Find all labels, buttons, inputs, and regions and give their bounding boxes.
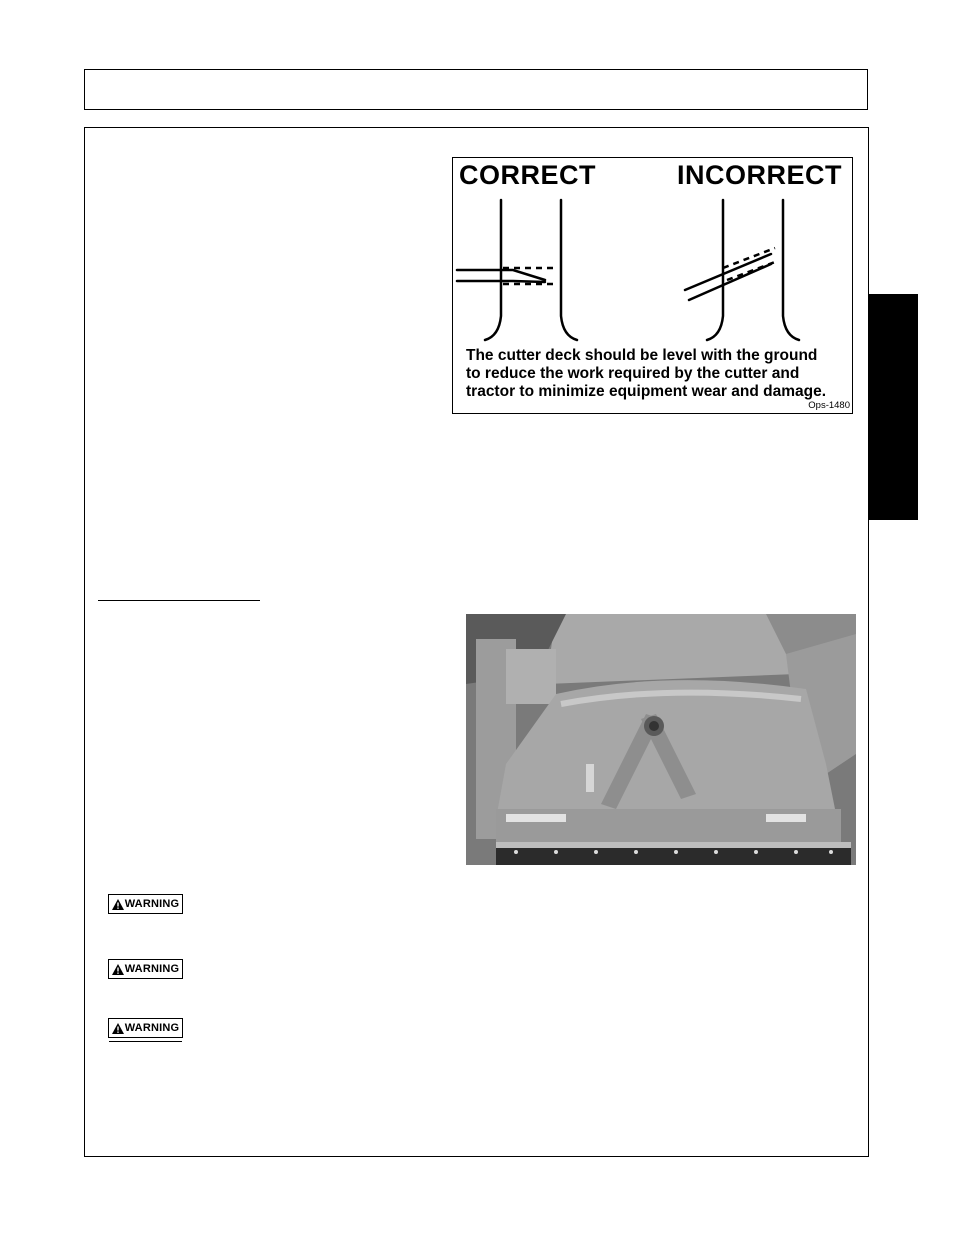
diagram-code: Ops-1480 bbox=[808, 400, 850, 411]
warning-text: WARNING bbox=[124, 898, 180, 910]
section-heading-underline bbox=[98, 600, 260, 601]
warning-triangle-icon bbox=[112, 899, 124, 910]
warning-text: WARNING bbox=[124, 963, 180, 975]
warning-triangle-icon bbox=[112, 1023, 124, 1034]
warning-text: WARNING bbox=[124, 1022, 180, 1034]
warning-triangle-icon bbox=[112, 964, 124, 975]
warning-label bbox=[108, 1018, 183, 1038]
deck-level-diagram bbox=[452, 157, 853, 414]
cutter-photo-illustration bbox=[466, 614, 856, 865]
rotary-cutter-photo bbox=[466, 614, 856, 865]
page-header-box bbox=[84, 69, 868, 110]
caption-line: The cutter deck should be level with the ground bbox=[466, 347, 818, 364]
diagram-caption bbox=[466, 347, 851, 401]
caption-line: to reduce the work required by the cutter and bbox=[466, 365, 800, 382]
warning-label bbox=[108, 959, 183, 979]
incorrect-heading: INCORRECT bbox=[677, 160, 842, 190]
caption-line: tractor to minimize equipment wear and damage. bbox=[466, 383, 827, 400]
section-side-tab bbox=[869, 294, 918, 520]
warning-label bbox=[108, 894, 183, 914]
correct-heading: CORRECT bbox=[459, 160, 596, 190]
